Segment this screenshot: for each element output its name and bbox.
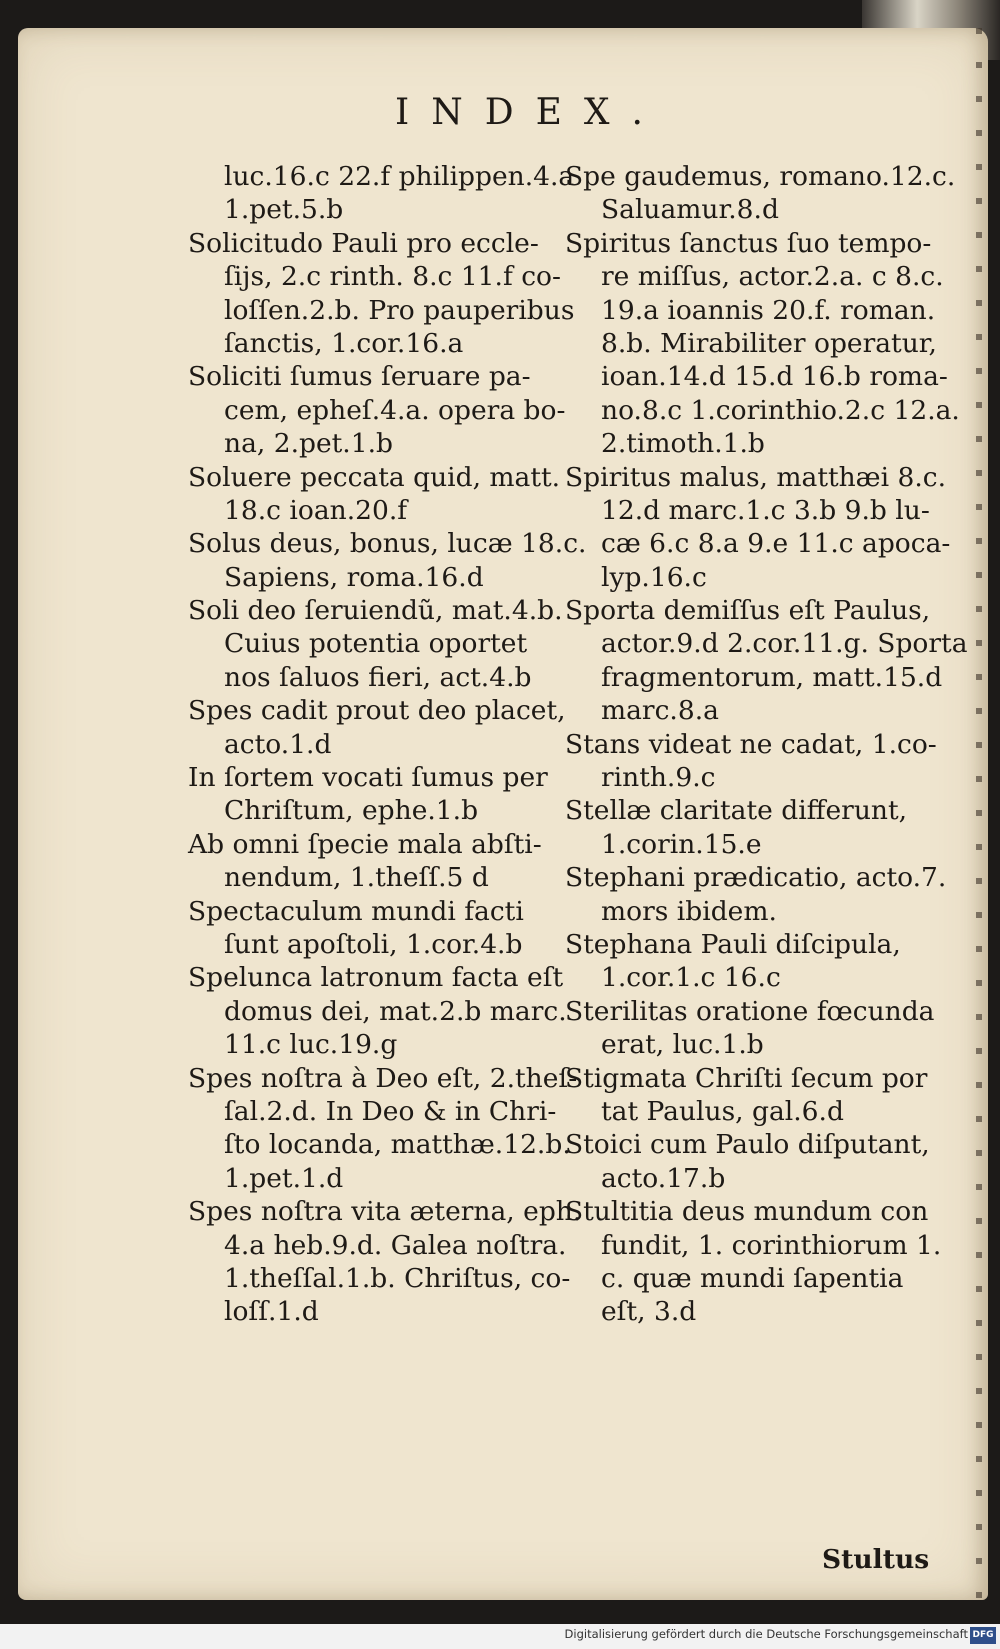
index-line: Solus deus, bonus, lucæ 18.c. — [188, 528, 587, 560]
index-line: 12.d marc.1.c 3.b 9.b lu- — [601, 494, 930, 526]
index-line: Soli deo ſeruiendũ, mat.4.b. — [188, 595, 563, 627]
index-line: Stans videat ne cadat, 1.co- — [565, 728, 937, 760]
index-line: 1.cor.1.c 16.c — [601, 962, 781, 994]
index-line: Stephana Pauli diſcipula, — [565, 928, 901, 960]
index-line: re miſſus, actor.2.a. c 8.c. — [601, 261, 944, 293]
index-line: nendum, 1.theſſ.5 d — [224, 862, 489, 894]
index-line: Spes noſtra vita æterna, eph. — [188, 1196, 582, 1228]
index-line: Stoici cum Paulo diſputant, — [565, 1129, 930, 1161]
dfg-logo: DFG — [970, 1627, 996, 1644]
index-line: Spelunca latronum facta eſt — [188, 962, 564, 994]
index-line: 1.corin.15.e — [601, 828, 762, 860]
index-line: acto.17.b — [601, 1162, 726, 1194]
index-line: Stultitia deus mundum con — [565, 1196, 929, 1228]
index-line: loſſen.2.b. Pro pauperibus — [224, 294, 575, 326]
index-line: actor.9.d 2.cor.11.g. Sporta — [601, 628, 968, 660]
index-line: luc.16.c 22.f philippen.4.a — [224, 161, 575, 192]
index-line: na, 2.pet.1.b — [224, 428, 393, 460]
index-line: eſt, 3.d — [601, 1296, 697, 1328]
index-line: Soliciti ſumus ſeruare pa- — [188, 361, 531, 393]
index-line: Chriſtum, ephe.1.b — [224, 795, 479, 827]
index-line: Spes noſtra à Deo eſt, 2.theſ- — [188, 1062, 578, 1094]
index-line: cæ 6.c 8.a 9.e 11.c apoca- — [601, 528, 951, 560]
index-line: c. quæ mundi ſapentia — [601, 1262, 904, 1294]
index-line: Spes cadit prout deo placet, — [188, 695, 566, 727]
index-line: erat, luc.1.b — [601, 1029, 764, 1061]
index-line: 1.pet.1.d — [224, 1162, 344, 1194]
index-line: Saluamur.8.d — [601, 194, 779, 226]
index-line: Ab omni ſpecie mala abſti- — [188, 828, 542, 860]
index-line: marc.8.a — [601, 695, 719, 727]
index-line: acto.1.d — [224, 728, 332, 760]
index-column-right — [565, 160, 968, 1329]
index-line: 1.pet.5.b — [224, 194, 344, 226]
index-line: domus dei, mat.2.b marc. — [224, 995, 567, 1027]
index-line: ſijs, 2.c rinth. 8.c 11.f co- — [224, 261, 561, 293]
index-column-left — [188, 160, 587, 1329]
page-heading: INDEX. — [395, 92, 665, 133]
index-line: fundit, 1. corinthiorum 1. — [601, 1229, 942, 1261]
index-line: 19.a ioannis 20.f. roman. — [601, 294, 936, 326]
index-line: ſal.2.d. In Deo & in Chri- — [224, 1095, 557, 1127]
index-line: ſanctis, 1.cor.16.a — [224, 327, 464, 359]
binding-edge — [976, 28, 982, 1600]
index-line: mors ibidem. — [601, 895, 777, 927]
index-line: nos ſaluos fieri, act.4.b — [224, 661, 532, 693]
index-line: ſto locanda, matthæ.12.b. — [224, 1129, 571, 1161]
index-line: Cuius potentia oportet — [224, 628, 528, 660]
index-line: Sapiens, roma.16.d — [224, 561, 484, 593]
index-line: Spectaculum mundi facti — [188, 895, 524, 927]
index-line: Soluere peccata quid, matt. — [188, 461, 561, 493]
catchword: Stultus — [822, 1544, 930, 1575]
index-line: no.8.c 1.corinthio.2.c 12.a. — [601, 394, 960, 426]
index-line: loſſ.1.d — [224, 1296, 319, 1328]
index-line: 2.timoth.1.b — [601, 428, 765, 460]
index-line: Stellæ claritate differunt, — [565, 795, 908, 827]
index-line: lyp.16.c — [601, 561, 707, 593]
index-line: Spiritus ſanctus ſuo tempo- — [565, 227, 932, 259]
index-line: 11.c luc.19.g — [224, 1029, 398, 1061]
digitization-footer — [0, 1624, 1000, 1649]
index-line: 1.theſſal.1.b. Chriſtus, co- — [224, 1262, 571, 1294]
index-line: In ſortem vocati ſumus per — [188, 762, 548, 794]
footer-credit: Digitalisierung gefördert durch die Deutsche Forschungsgemeinschaft — [564, 1627, 968, 1641]
index-line: Solicitudo Pauli pro eccle- — [188, 227, 539, 259]
index-line: Spiritus malus, matthæi 8.c. — [565, 461, 947, 493]
index-line: ſunt apoſtoli, 1.cor.4.b — [224, 928, 523, 960]
index-line: tat Paulus, gal.6.d — [601, 1095, 844, 1127]
index-line: Sporta demiſſus eſt Paulus, — [565, 595, 931, 627]
index-line: 18.c ioan.20.f — [224, 494, 408, 526]
index-line: Stigmata Chriſti ſecum por — [565, 1062, 928, 1094]
index-line: ioan.14.d 15.d 16.b roma- — [601, 361, 948, 393]
index-line: Stephani prædicatio, acto.7. — [565, 862, 947, 894]
index-line: rinth.9.c — [601, 762, 716, 794]
index-line: fragmentorum, matt.15.d — [601, 661, 943, 693]
index-line: 4.a heb.9.d. Galea noſtra. — [224, 1229, 567, 1261]
index-line: cem, epheſ.4.a. opera bo- — [224, 394, 566, 426]
index-line: Spe gaudemus, romano.12.c. — [565, 161, 956, 192]
index-line: Sterilitas oratione fœcunda — [565, 995, 935, 1027]
index-line: 8.b. Mirabiliter operatur, — [601, 327, 937, 359]
